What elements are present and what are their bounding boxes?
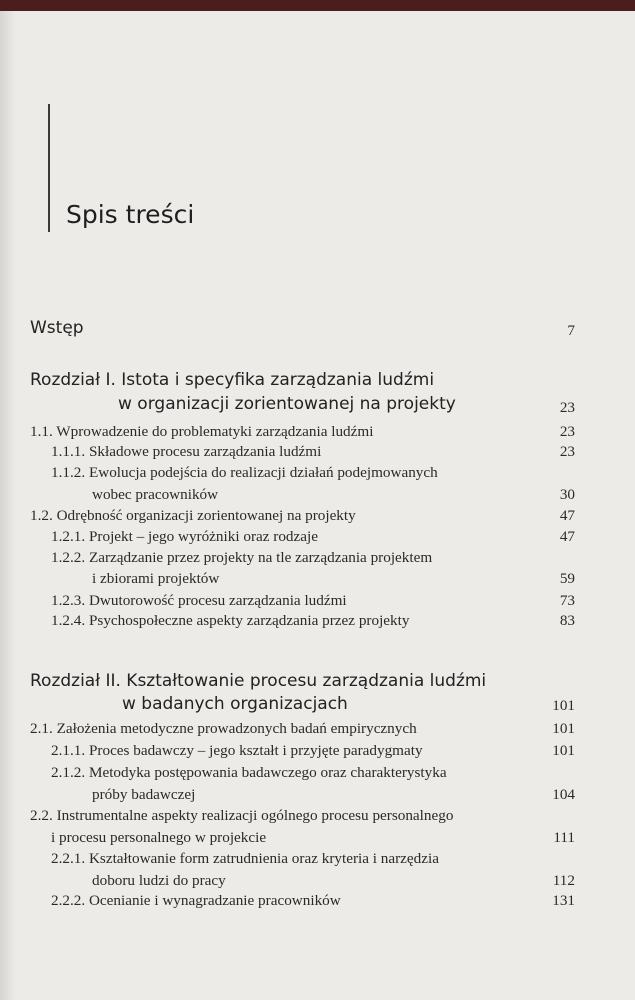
heading-rule [48,104,50,232]
toc-page-introduction: 7 [567,322,575,339]
page-top-edge [0,0,635,11]
toc-chapter-1-line1: Rozdział I. Istota i specyfika zarządzania ludźmi [30,370,435,390]
toc-subsection-1-2-3: 1.2.3. Dwutorowość procesu zarządzania ludźmi [51,592,347,609]
toc-page-1-2-4: 83 [559,612,575,629]
toc-section-2-1: 2.1. Założenia metodyczne prowadzonych badań empirycznych [30,720,417,737]
toc-section-1-2: 1.2. Odrębność organizacji zorientowanej na projekty [30,507,356,524]
toc-subsection-2-2-1-line2: doboru ludzi do pracy [92,872,226,889]
toc-page-1-1: 23 [559,423,575,440]
toc-section-1-1: 1.1. Wprowadzenie do problematyki zarządzania ludźmi [30,423,374,440]
toc-page-1-1-2: 30 [559,486,575,503]
toc-subsection-2-1-2-line2: próby badawczej [92,786,196,803]
binding-shadow [0,11,16,1000]
toc-page-1-2-2: 59 [559,570,575,587]
toc-subsection-1-2-1: 1.2.1. Projekt – jego wyróżniki oraz rodzaje [51,528,318,545]
toc-subsection-2-1-2-line1: 2.1.2. Metodyka postępowania badawczego oraz charakterystyka [51,764,447,781]
toc-section-2-2-line1: 2.2. Instrumentalne aspekty realizacji ogólnego procesu personalnego [30,807,454,824]
toc-section-2-2-line2: i procesu personalnego w projekcie [51,829,267,846]
toc-page-1-1-1: 23 [559,443,575,460]
toc-entry-introduction: Wstęp [30,318,84,338]
toc-subsection-1-1-2-line2: wobec pracowników [92,486,219,503]
toc-subsection-1-2-4: 1.2.4. Psychospołeczne aspekty zarządzania przez projekty [51,612,410,629]
toc-subsection-1-1-2-line1: 1.1.2. Ewolucja podejścia do realizacji działań podejmowanych [51,464,438,481]
toc-subsection-2-2-1-line1: 2.2.1. Kształtowanie form zatrudnienia oraz kryteria i narzędzia [51,850,439,867]
toc-chapter-2-line2: w badanych organizacjach [122,694,348,714]
toc-subsection-1-1-1: 1.1.1. Składowe procesu zarządzania ludźmi [51,443,322,460]
page-title: Spis treści [66,200,195,229]
toc-page-2-1: 101 [552,720,575,737]
toc-subsection-1-2-2-line2: i zbiorami projektów [92,570,220,587]
toc-page-2-1-2: 104 [552,786,575,803]
toc-page-chapter-2: 101 [552,697,575,714]
toc-subsection-2-1-1: 2.1.1. Proces badawczy – jego kształt i przyjęte paradygmaty [51,742,423,759]
toc-subsection-2-2-2: 2.2.2. Ocenianie i wynagradzanie pracowników [51,892,341,909]
toc-chapter-1-line2: w organizacji zorientowanej na projekty [118,394,456,414]
toc-page-2-1-1: 101 [552,742,575,759]
toc-chapter-2-line1: Rozdział II. Kształtowanie procesu zarządzania ludźmi [30,671,487,691]
toc-page-chapter-1: 23 [559,399,575,416]
toc-page-1-2: 47 [559,507,575,524]
toc-page-2-2-1: 112 [552,872,575,889]
toc-page-1-2-1: 47 [559,528,575,545]
toc-page-2-2: 111 [553,829,575,846]
toc-page-2-2-2: 131 [552,892,575,909]
toc-subsection-1-2-2-line1: 1.2.2. Zarządzanie przez projekty na tle zarządzania projektem [51,549,433,566]
toc-page-1-2-3: 73 [559,592,575,609]
